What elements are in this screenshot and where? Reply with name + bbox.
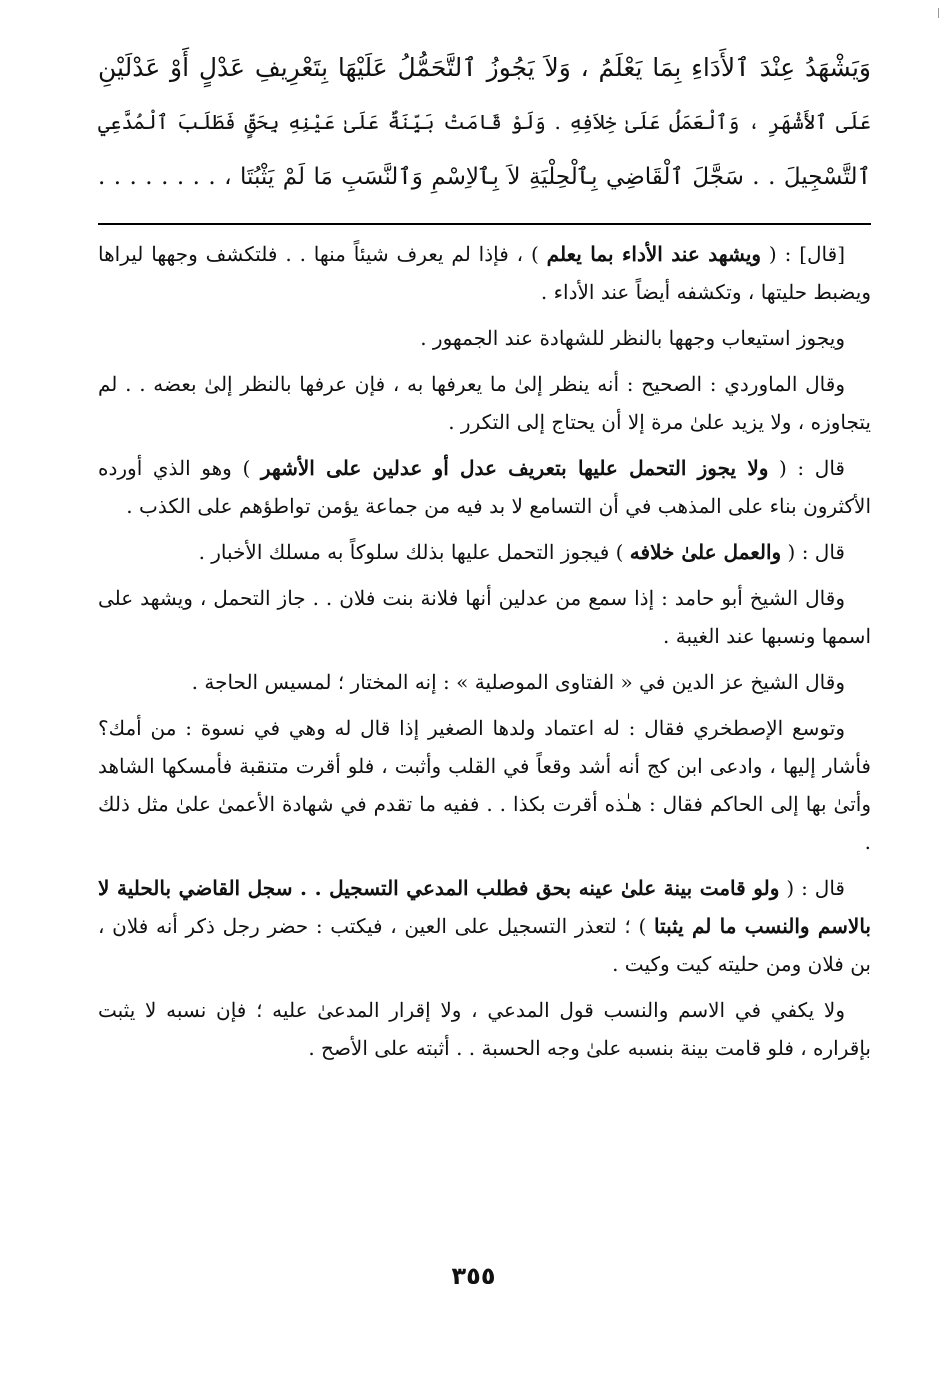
- quoted-text: ويشهد عند الأداء بما يعلم: [546, 242, 762, 266]
- main-text-line: وَيَشْهَدُ عِنْدَ ٱلأَدَاءِ بِمَا يَعْلَمُ ، وَلاَ يَجُوزُ ٱلتَّحَمُّلُ عَلَيْهَا بِتَعْرِيفِ عَدْلٍ أَوْ عَدْلَيْنِ: [98, 53, 871, 82]
- book-page: [98, 40, 871, 1378]
- commentary-paragraph: [98, 533, 871, 571]
- quoted-text: ولو قامت بينة علىٰ عينه بحق فطلب المدعي التسجيل . . سجل القاضي بالحلية لا بالاسم والنسب ما لم يثبتا: [98, 876, 871, 938]
- main-text-line: ٱلتَّسْجِيلَ . . سَجَّلَ ٱلْقَاضِي بِٱلْحِلْيَةِ لاَ بِٱلاِسْمِ وَٱلنَّسَبِ مَا لَمْ يَثْبُتَا ، . . . . . . . .: [98, 164, 871, 190]
- page-number: ٣٥٥: [451, 1262, 496, 1290]
- commentary-paragraph: [98, 365, 871, 441]
- commentary-text: ولا يكفي في الاسم والنسب قول المدعي ، ولا إقرار المدعىٰ عليه ؛ فإن نسبه لا يثبت بإقراره ، فلو قامت بينة بنسبه علىٰ وجه الحسبة . . أثبته على الأصح .: [98, 998, 871, 1060]
- commentary-text: ) وهو الذي أورده الأكثرون بناء على المذهب في أن التسامع لا بد فيه من جماعة يؤمن تواطؤهم على الكذب .: [98, 456, 871, 518]
- commentary-text: قال : (: [781, 540, 845, 564]
- commentary-text: وقال الشيخ عز الدين في « الفتاوى الموصلية » : إنه المختار ؛ لمسيس الحاجة .: [191, 670, 845, 694]
- main-text-line: عَلَى ٱلأَشْهَرِ ، وَٱلْعَمَلُ عَلَىٰ خِلاَفِهِ . وَلَوْ قَامَتْ بَيِّنَةٌ عَلَىٰ عَيْنِهِ بِحَقٍّ فَطَلَبَ ٱلْمُدَّعِي: [98, 110, 871, 134]
- commentary-paragraph: [98, 319, 871, 357]
- quoted-text: والعمل علىٰ خلافه: [629, 540, 782, 564]
- commentary-text: ) فيجوز التحمل عليها بذلك سلوكاً به مسلك الأخبار .: [198, 540, 630, 564]
- commentary-text: وقال الشيخ أبو حامد : إذا سمع من عدلين أنها فلانة بنت فلان . . جاز التحمل ، ويشهد على اسمها ونسبها عند الغيبة .: [98, 586, 871, 648]
- commentary-paragraph: [98, 663, 871, 701]
- commentary-paragraph: [98, 991, 871, 1067]
- commentary-paragraph: [98, 235, 871, 311]
- commentary-paragraph: [98, 869, 871, 983]
- commentary-text: ) ، فإذا لم يعرف شيئاً منها . . فلتكشف وجهها ليراها ويضبط حليتها ، وتكشفه أيضاً عند الأداء .: [98, 242, 871, 304]
- commentary-text: قال : (: [768, 456, 845, 480]
- commentary-text: قال : (: [779, 876, 845, 900]
- page-edge-mark: [938, 8, 939, 18]
- main-text-block: [98, 40, 871, 205]
- commentary-paragraph: [98, 579, 871, 655]
- commentary-text: وقال الماوردي : الصحيح : أنه ينظر إلىٰ ما يعرفها به ، فإن عرفها بالنظر إلىٰ بعضه . . لم يتجاوزه ، ولا يزيد علىٰ مرة إلا أن يحتاج إلى التكرر .: [98, 372, 871, 434]
- commentary-block: [98, 235, 871, 1067]
- commentary-text: [قال] : (: [761, 242, 846, 266]
- commentary-text: ويجوز استيعاب وجهها بالنظر للشهادة عند الجمهور .: [420, 326, 845, 350]
- commentary-paragraph: [98, 709, 871, 861]
- commentary-text: ) ؛ لتعذر التسجيل على العين ، فيكتب : حضر رجل ذكر أنه فلان ، بن فلان ومن حليته كيت وكيت .: [98, 914, 871, 976]
- commentary-paragraph: [98, 449, 871, 525]
- commentary-text: وتوسع الإصطخري فقال : له اعتماد ولدها الصغير إذا قال له وهي في نسوة : من أمك؟ فأشار إليها ، وادعى ابن كج أنه أشد وقعاً في القلب وأثبت ، فلو أقرت متنقبة فأمسكها الشاهد وأتىٰ بها إلى الحاكم فقال : هـٰذه أقرت بكذا . . ففيه ما تقدم في شهادة الأعمىٰ علىٰ مثل ذلك .: [98, 716, 871, 854]
- quoted-text: ولا يجوز التحمل عليها بتعريف عدل أو عدلين على الأشهر: [260, 456, 769, 480]
- separator-rule: [98, 223, 871, 225]
